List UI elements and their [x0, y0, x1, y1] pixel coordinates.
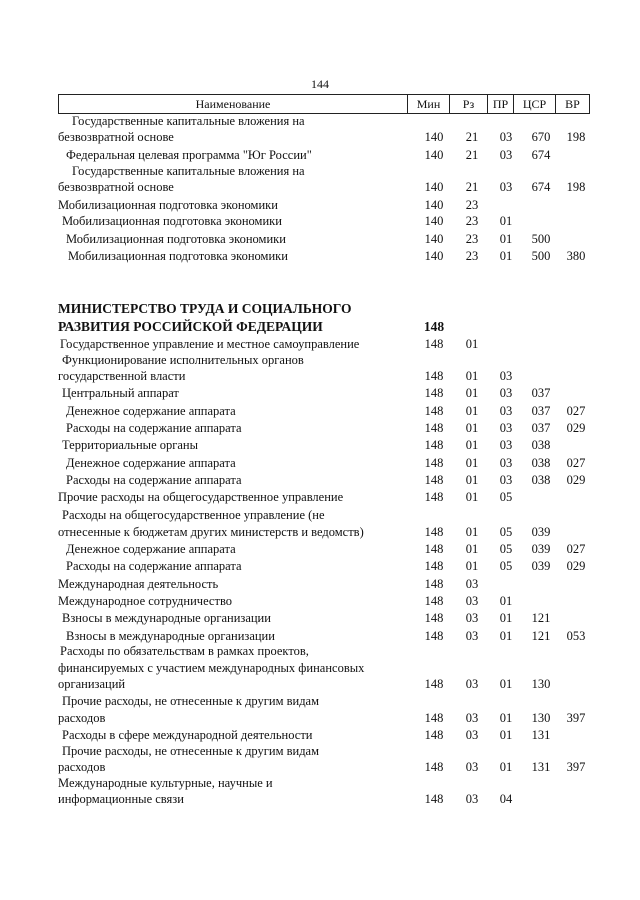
cell-vr: 029: [566, 473, 586, 487]
cell-rz: 03: [465, 728, 479, 742]
cell-min: 148: [424, 760, 444, 774]
row-name-line: Прочие расходы, не отнесенные к другим видам: [62, 694, 320, 708]
cell-min: 148: [424, 404, 444, 418]
cell-rz: 03: [465, 792, 479, 806]
header-rz: Рз: [449, 95, 487, 113]
row-name-line: Федеральная целевая программа "Юг России": [66, 148, 312, 162]
cell-rz: 03: [465, 677, 479, 691]
cell-rz: 21: [465, 148, 479, 162]
cell-pr: 01: [499, 611, 513, 625]
cell-min: 148: [424, 559, 444, 573]
cell-vr: 053: [566, 629, 586, 643]
cell-vr: 198: [566, 130, 586, 144]
row-name-line: государственной власти: [58, 369, 186, 383]
cell-pr: 05: [499, 559, 513, 573]
row-name-line: Денежное содержание аппарата: [66, 542, 236, 556]
row-name-line: МИНИСТЕРСТВО ТРУДА И СОЦИАЛЬНОГО: [58, 301, 352, 316]
cell-rz: 01: [465, 542, 479, 556]
cell-pr: 03: [499, 456, 513, 470]
cell-min: 148: [424, 792, 444, 806]
cell-rz: 01: [465, 404, 479, 418]
cell-csr: 038: [531, 473, 551, 487]
row-name-line: Государственные капитальные вложения на: [72, 164, 305, 178]
row-name-line: Расходы на содержание аппарата: [66, 421, 242, 435]
row-name-line: Взносы в международные организации: [66, 629, 275, 643]
cell-vr: 027: [566, 404, 586, 418]
cell-pr: 05: [499, 542, 513, 556]
cell-vr: 397: [566, 760, 586, 774]
cell-csr: 121: [531, 629, 551, 643]
cell-min: 148: [424, 337, 444, 351]
cell-csr: 674: [531, 180, 551, 194]
cell-min: 148: [424, 456, 444, 470]
cell-min: 140: [424, 214, 444, 228]
row-name-line: Мобилизационная подготовка экономики: [62, 214, 282, 228]
cell-rz: 01: [465, 490, 479, 504]
cell-pr: 03: [499, 369, 513, 383]
cell-rz: 03: [465, 611, 479, 625]
cell-rz: 01: [465, 525, 479, 539]
cell-min: 148: [424, 728, 444, 742]
cell-vr: 029: [566, 559, 586, 573]
cell-min: 148: [424, 369, 444, 383]
cell-rz: 01: [465, 421, 479, 435]
row-name-line: Прочие расходы на общегосударственное управление: [58, 490, 344, 504]
cell-min: 148: [424, 677, 444, 691]
cell-rz: 03: [465, 711, 479, 725]
cell-csr: 500: [531, 232, 551, 246]
cell-rz: 23: [465, 198, 479, 212]
cell-pr: 03: [499, 130, 513, 144]
cell-csr: 131: [531, 728, 551, 742]
row-name-line: Центральный аппарат: [62, 386, 179, 400]
cell-rz: 23: [465, 249, 479, 263]
row-name-line: Мобилизационная подготовка экономики: [66, 232, 286, 246]
row-name-line: Взносы в международные организации: [62, 611, 271, 625]
row-name-line: Расходы по обязательствам в рамках проектов,: [60, 644, 309, 658]
cell-rz: 03: [465, 629, 479, 643]
row-name-line: Мобилизационная подготовка экономики: [58, 198, 278, 212]
cell-rz: 03: [465, 577, 479, 591]
row-name-line: Международные культурные, научные и: [58, 776, 273, 790]
cell-vr: 027: [566, 542, 586, 556]
row-name-line: Государственное управление и местное самоуправление: [60, 337, 360, 351]
row-name-line: безвозвратной основе: [58, 130, 174, 144]
cell-rz: 03: [465, 594, 479, 608]
cell-min: 140: [424, 198, 444, 212]
row-name-line: Расходы на содержание аппарата: [66, 559, 242, 573]
cell-min: 140: [424, 148, 444, 162]
cell-vr: 397: [566, 711, 586, 725]
row-name-line: безвозвратной основе: [58, 180, 174, 194]
cell-pr: 01: [499, 249, 513, 263]
cell-rz: 01: [465, 369, 479, 383]
cell-csr: 130: [531, 711, 551, 725]
cell-rz: 01: [465, 473, 479, 487]
cell-rz: 03: [465, 760, 479, 774]
cell-csr: 039: [531, 542, 551, 556]
row-name-line: расходов: [58, 711, 106, 725]
row-name-line: Международное сотрудничество: [58, 594, 233, 608]
row-name-line: Международная деятельность: [58, 577, 219, 591]
cell-pr: 03: [499, 386, 513, 400]
cell-min: 140: [424, 249, 444, 263]
page-number: 144: [311, 77, 329, 91]
cell-pr: 04: [499, 792, 513, 806]
row-name-line: Денежное содержание аппарата: [66, 404, 236, 418]
cell-min: 148: [424, 490, 444, 504]
cell-pr: 01: [499, 232, 513, 246]
cell-vr: 027: [566, 456, 586, 470]
cell-min: 140: [424, 232, 444, 246]
cell-rz: 23: [465, 214, 479, 228]
cell-min: 148: [423, 319, 445, 334]
cell-min: 148: [424, 438, 444, 452]
cell-rz: 21: [465, 180, 479, 194]
header-name: Наименование: [195, 97, 271, 111]
cell-min: 148: [424, 421, 444, 435]
header-vr: ВР: [555, 95, 589, 113]
row-name-line: организаций: [58, 677, 126, 691]
cell-csr: 038: [531, 438, 551, 452]
cell-csr: 670: [531, 130, 551, 144]
cell-vr: 029: [566, 421, 586, 435]
header-csr: ЦСР: [513, 95, 555, 113]
row-name-line: информационные связи: [58, 792, 184, 806]
cell-min: 148: [424, 711, 444, 725]
row-name-line: Территориальные органы: [62, 438, 199, 452]
cell-csr: 131: [531, 760, 551, 774]
cell-pr: 03: [499, 421, 513, 435]
cell-min: 148: [424, 525, 444, 539]
row-name-line: РАЗВИТИЯ РОССИЙСКОЙ ФЕДЕРАЦИИ: [58, 319, 323, 334]
cell-pr: 03: [499, 148, 513, 162]
cell-csr: 037: [531, 404, 551, 418]
row-name-line: Прочие расходы, не отнесенные к другим видам: [62, 744, 320, 758]
cell-rz: 01: [465, 559, 479, 573]
cell-min: 140: [424, 130, 444, 144]
cell-pr: 01: [499, 677, 513, 691]
cell-min: 148: [424, 577, 444, 591]
cell-csr: 130: [531, 677, 551, 691]
cell-pr: 05: [499, 525, 513, 539]
cell-pr: 03: [499, 404, 513, 418]
cell-min: 148: [424, 473, 444, 487]
cell-rz: 23: [465, 232, 479, 246]
cell-pr: 01: [499, 728, 513, 742]
cell-pr: 03: [499, 180, 513, 194]
header-min: Мин: [407, 95, 449, 113]
cell-csr: 038: [531, 456, 551, 470]
cell-pr: 01: [499, 760, 513, 774]
cell-vr: 198: [566, 180, 586, 194]
cell-pr: 01: [499, 214, 513, 228]
cell-vr: 380: [566, 249, 586, 263]
cell-rz: 01: [465, 456, 479, 470]
cell-csr: 500: [531, 249, 551, 263]
row-name-line: Функционирование исполнительных органов: [62, 353, 304, 367]
cell-pr: 01: [499, 711, 513, 725]
row-name-line: финансируемых с участием международных финансовых: [58, 661, 365, 675]
cell-rz: 01: [465, 337, 479, 351]
row-name-line: Расходы в сфере международной деятельности: [62, 728, 313, 742]
cell-csr: 039: [531, 559, 551, 573]
row-name-line: Государственные капитальные вложения на: [72, 114, 305, 128]
row-name-line: Денежное содержание аппарата: [66, 456, 236, 470]
cell-pr: 03: [499, 473, 513, 487]
cell-min: 148: [424, 542, 444, 556]
cell-pr: 03: [499, 438, 513, 452]
cell-csr: 121: [531, 611, 551, 625]
row-name-line: расходов: [58, 760, 106, 774]
cell-min: 140: [424, 180, 444, 194]
cell-rz: 01: [465, 438, 479, 452]
cell-csr: 037: [531, 421, 551, 435]
row-name-line: Расходы на общегосударственное управление (не: [62, 508, 325, 522]
cell-csr: 674: [531, 148, 551, 162]
cell-csr: 039: [531, 525, 551, 539]
cell-rz: 01: [465, 386, 479, 400]
row-name-line: Мобилизационная подготовка экономики: [68, 249, 288, 263]
cell-pr: 01: [499, 629, 513, 643]
row-name-line: отнесенные к бюджетам других министерств и ведомств): [58, 525, 364, 539]
header-pr: ПР: [487, 95, 513, 113]
cell-min: 148: [424, 611, 444, 625]
cell-min: 148: [424, 386, 444, 400]
cell-pr: 01: [499, 594, 513, 608]
cell-min: 148: [424, 594, 444, 608]
cell-pr: 05: [499, 490, 513, 504]
row-name-line: Расходы на содержание аппарата: [66, 473, 242, 487]
cell-rz: 21: [465, 130, 479, 144]
cell-min: 148: [424, 629, 444, 643]
cell-csr: 037: [531, 386, 551, 400]
